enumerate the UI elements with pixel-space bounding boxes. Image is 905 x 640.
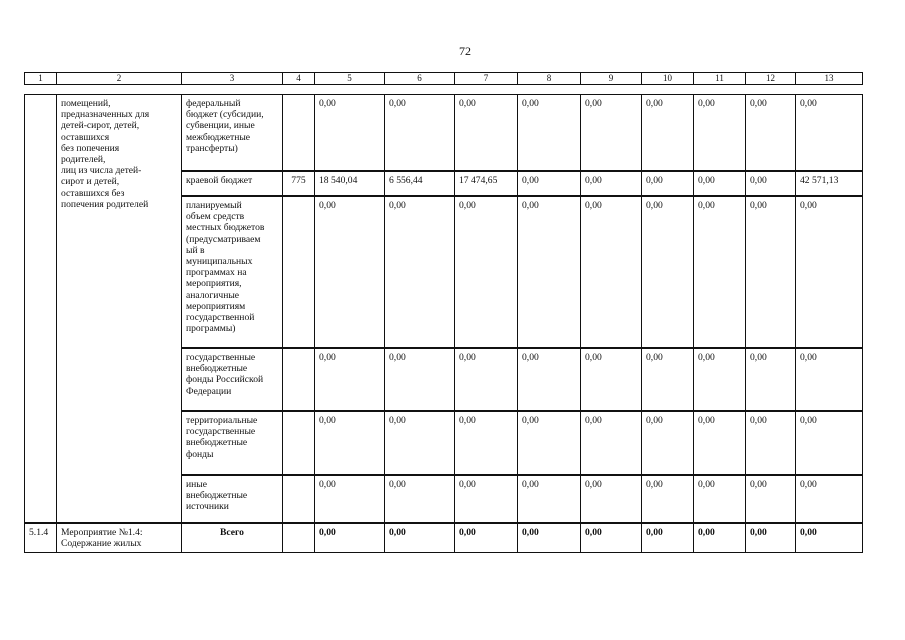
total-value-cell: 0,00: [314, 523, 385, 553]
budget-code-cell: 775: [282, 171, 315, 196]
page-number: 72: [459, 44, 471, 58]
total-value-cell: 0,00: [384, 523, 455, 553]
value-cell: 0,00: [693, 171, 746, 196]
funding-source-cell: краевой бюджет: [181, 171, 283, 196]
budget-code-cell: [282, 348, 315, 411]
value-cell: 0,00: [693, 196, 746, 348]
column-header-13: 13: [795, 72, 863, 85]
total-value-cell: 0,00: [795, 523, 863, 553]
value-cell: 0,00: [745, 171, 796, 196]
value-cell: 0,00: [517, 94, 581, 171]
total-value-cell: 0,00: [693, 523, 746, 553]
value-cell: 0,00: [580, 411, 642, 475]
value-cell: 0,00: [517, 348, 581, 411]
value-cell: 0,00: [693, 475, 746, 523]
value-cell: 0,00: [641, 171, 694, 196]
value-cell: 0,00: [795, 94, 863, 171]
value-cell: 0,00: [384, 196, 455, 348]
column-header-3: 3: [181, 72, 283, 85]
funding-source-cell: федеральный бюджет (субсидии, субвенции, иные межбюджетные трансферты): [181, 94, 283, 171]
value-cell: 0,00: [517, 171, 581, 196]
value-cell: 0,00: [641, 411, 694, 475]
budget-code-cell: [282, 475, 315, 523]
value-cell: 0,00: [641, 94, 694, 171]
value-cell: 0,00: [314, 475, 385, 523]
value-cell: 0,00: [795, 348, 863, 411]
value-cell: 0,00: [454, 94, 518, 171]
funding-source-total-cell: Всего: [181, 523, 283, 553]
value-cell: 0,00: [745, 475, 796, 523]
value-cell: 0,00: [580, 475, 642, 523]
value-cell: 0,00: [795, 411, 863, 475]
value-cell: 0,00: [693, 348, 746, 411]
column-header-4: 4: [282, 72, 315, 85]
column-header-5: 5: [314, 72, 385, 85]
budget-code-cell: [282, 523, 315, 553]
value-cell: 0,00: [641, 348, 694, 411]
column-header-7: 7: [454, 72, 518, 85]
total-value-cell: 0,00: [580, 523, 642, 553]
total-value-cell: 0,00: [517, 523, 581, 553]
value-cell: 0,00: [693, 411, 746, 475]
column-header-9: 9: [580, 72, 642, 85]
value-cell: 6 556,44: [384, 171, 455, 196]
value-cell: 0,00: [384, 94, 455, 171]
value-cell: 0,00: [454, 475, 518, 523]
value-cell: 0,00: [641, 475, 694, 523]
total-value-cell: 0,00: [641, 523, 694, 553]
funding-source-cell: государственные внебюджетные фонды Российской Федерации: [181, 348, 283, 411]
value-cell: 17 474,65: [454, 171, 518, 196]
value-cell: 0,00: [314, 196, 385, 348]
row-number-cell: 5.1.4: [24, 523, 57, 553]
value-cell: 0,00: [745, 411, 796, 475]
value-cell: 0,00: [745, 94, 796, 171]
value-cell: 0,00: [580, 348, 642, 411]
value-cell: 0,00: [580, 94, 642, 171]
value-cell: 18 540,04: [314, 171, 385, 196]
column-header-6: 6: [384, 72, 455, 85]
value-cell: 0,00: [795, 475, 863, 523]
funding-source-cell: иные внебюджетные источники: [181, 475, 283, 523]
value-cell: 0,00: [517, 475, 581, 523]
value-cell: 0,00: [384, 475, 455, 523]
column-header-8: 8: [517, 72, 581, 85]
value-cell: 0,00: [314, 348, 385, 411]
value-cell: 0,00: [641, 196, 694, 348]
value-cell: 0,00: [454, 196, 518, 348]
column-header-10: 10: [641, 72, 694, 85]
value-cell: 42 571,13: [795, 171, 863, 196]
value-cell: 0,00: [517, 196, 581, 348]
budget-code-cell: [282, 196, 315, 348]
value-cell: 0,00: [580, 196, 642, 348]
value-cell: 0,00: [384, 411, 455, 475]
funding-source-cell: планируемый объем средств местных бюджетов (предусматриваем ый в муниципальных программах на мероприятия, аналогичные мероприятиям государственной программы): [181, 196, 283, 348]
column-header-11: 11: [693, 72, 746, 85]
value-cell: 0,00: [795, 196, 863, 348]
value-cell: 0,00: [454, 411, 518, 475]
value-cell: 0,00: [517, 411, 581, 475]
value-cell: 0,00: [745, 196, 796, 348]
budget-code-cell: [282, 94, 315, 171]
total-value-cell: 0,00: [454, 523, 518, 553]
column-header-12: 12: [745, 72, 796, 85]
row-number-cell: [24, 94, 57, 523]
funding-source-cell: территориальные государственные внебюджетные фонды: [181, 411, 283, 475]
budget-code-cell: [282, 411, 315, 475]
total-value-cell: 0,00: [745, 523, 796, 553]
column-header-2: 2: [56, 72, 182, 85]
measure-name-cell: Мероприятие №1.4: Содержание жилых: [56, 523, 182, 553]
value-cell: 0,00: [580, 171, 642, 196]
value-cell: 0,00: [384, 348, 455, 411]
column-header-1: 1: [24, 72, 57, 85]
value-cell: 0,00: [693, 94, 746, 171]
value-cell: 0,00: [314, 94, 385, 171]
value-cell: 0,00: [454, 348, 518, 411]
measure-name-cell: помещений, предназначенных для детей-сирот, детей, оставшихся без попечения родителей, лиц из числа детей- сирот и детей, оставшихся без попечения родителей: [56, 94, 182, 523]
value-cell: 0,00: [314, 411, 385, 475]
value-cell: 0,00: [745, 348, 796, 411]
